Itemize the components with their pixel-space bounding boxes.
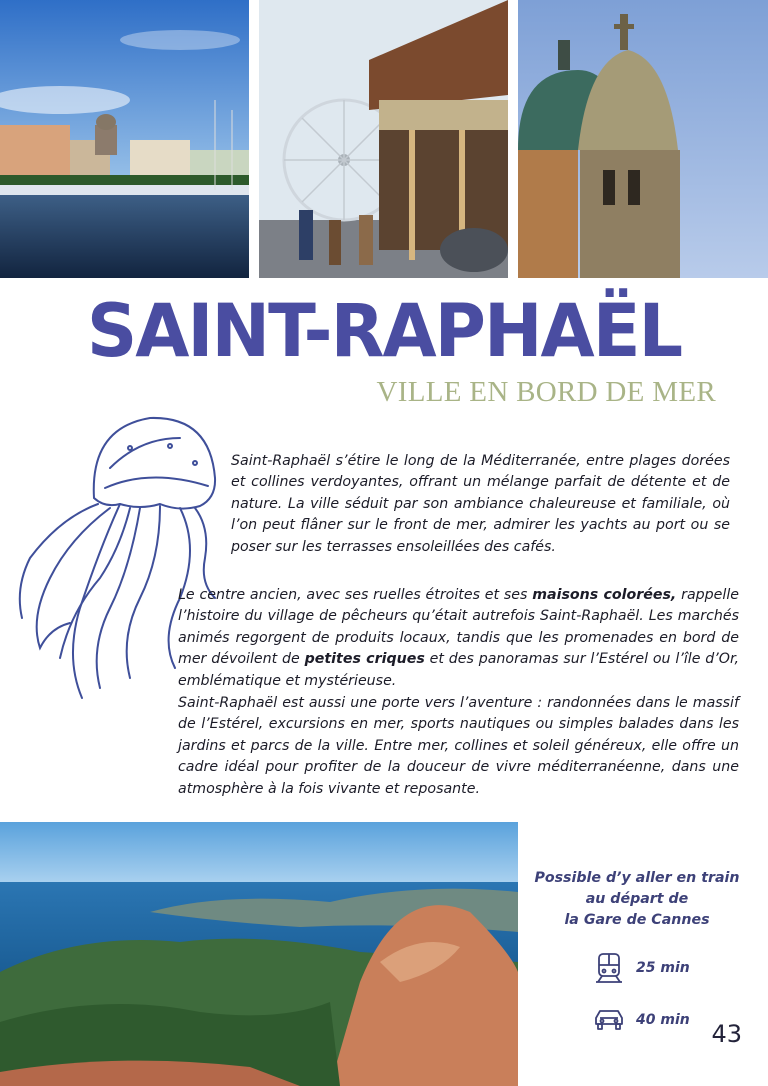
photo-esterel-landscape: [0, 822, 518, 1086]
highlight-petites-criques: petites criques: [304, 651, 425, 668]
page-number: 43: [711, 1020, 742, 1048]
old-town-paragraph: [178, 585, 739, 692]
car-duration: [592, 1004, 690, 1036]
car-time: 40 min: [636, 1012, 690, 1028]
old-town-text-c: et des panoramas sur l’Estérel ou l’île d’Or, emblématique et mystérieuse.: [178, 651, 739, 689]
photo-carousel: [259, 0, 508, 278]
highlight-maisons-colorees: maisons colorées,: [532, 587, 677, 603]
travel-line-1: Possible d’y aller en train: [534, 870, 740, 886]
intro-paragraph: Saint-Raphaël s’étire le long de la Méditerranée, entre plages dorées et collines verdoyantes, offrant un mélange parfait de détente et de nature. La ville séduit par son ambiance chaleureuse et familiale, où l’on peut flâner sur le front de mer, admirer les yachts au port ou se poser sur les terrasses ensoleillées des cafés.: [231, 453, 730, 555]
car-icon: [592, 1004, 626, 1036]
adventure-paragraph: Saint-Raphaël est aussi une porte vers l’aventure : randonnées dans le massif de l’Estérel, excursions en mer, sports nautiques ou simples balades dans les jardins et parcs de la ville. Entre mer, collines et soleil généreux, elle offre un cadre idéal pour profiter de la douceur de vivre méditerranéenne, dans une atmosphère à la fois vivante et reposante.: [178, 695, 739, 797]
travel-line-2: au départ de: [585, 891, 689, 907]
train-icon: [592, 952, 626, 984]
photo-harbor: [0, 0, 249, 278]
photo-basilica: [518, 0, 768, 278]
train-time: 25 min: [636, 960, 690, 976]
old-town-text-a: Le centre ancien, avec ses ruelles étroites et ses: [178, 587, 533, 603]
page-title: SAINT-RAPHAËL: [86, 287, 682, 375]
train-duration: [592, 952, 690, 984]
travel-info: [530, 868, 744, 931]
travel-line-3: la Gare de Cannes: [564, 912, 710, 928]
old-town-text-b: rappelle l’histoire du village de pêcheurs qu’était autrefois Saint-Raphaël. Les marchés animés regorgent de produits locaux, tandis que les promenades en bord de mer dévoilent de: [178, 587, 739, 668]
page-subtitle: VILLE EN BORD DE MER: [376, 376, 716, 408]
